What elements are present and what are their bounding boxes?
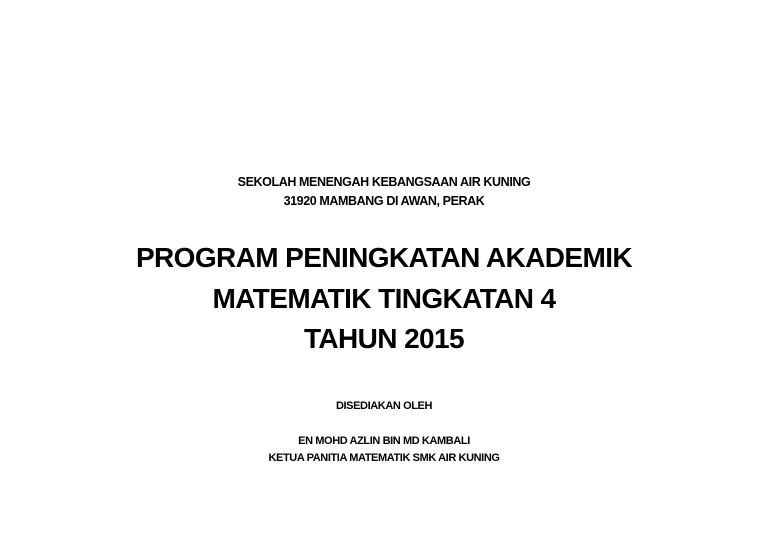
school-address: 31920 MAMBANG DI AWAN, PERAK: [283, 194, 485, 208]
title-line-2: MATEMATIK TINGKATAN 4: [212, 283, 556, 314]
preparer-name: EN MOHD AZLIN BIN MD KAMBALI: [298, 435, 470, 447]
school-name: SEKOLAH MENENGAH KEBANGSAAN AIR KUNING: [237, 175, 531, 189]
title-line-1: PROGRAM PENINGKATAN AKADEMIK: [135, 242, 632, 273]
preparer-position: KETUA PANITIA MATEMATIK SMK AIR KUNING: [268, 452, 500, 464]
prepared-by-label: DISEDIAKAN OLEH: [335, 400, 433, 412]
title-line-3: TAHUN 2015: [304, 323, 464, 354]
